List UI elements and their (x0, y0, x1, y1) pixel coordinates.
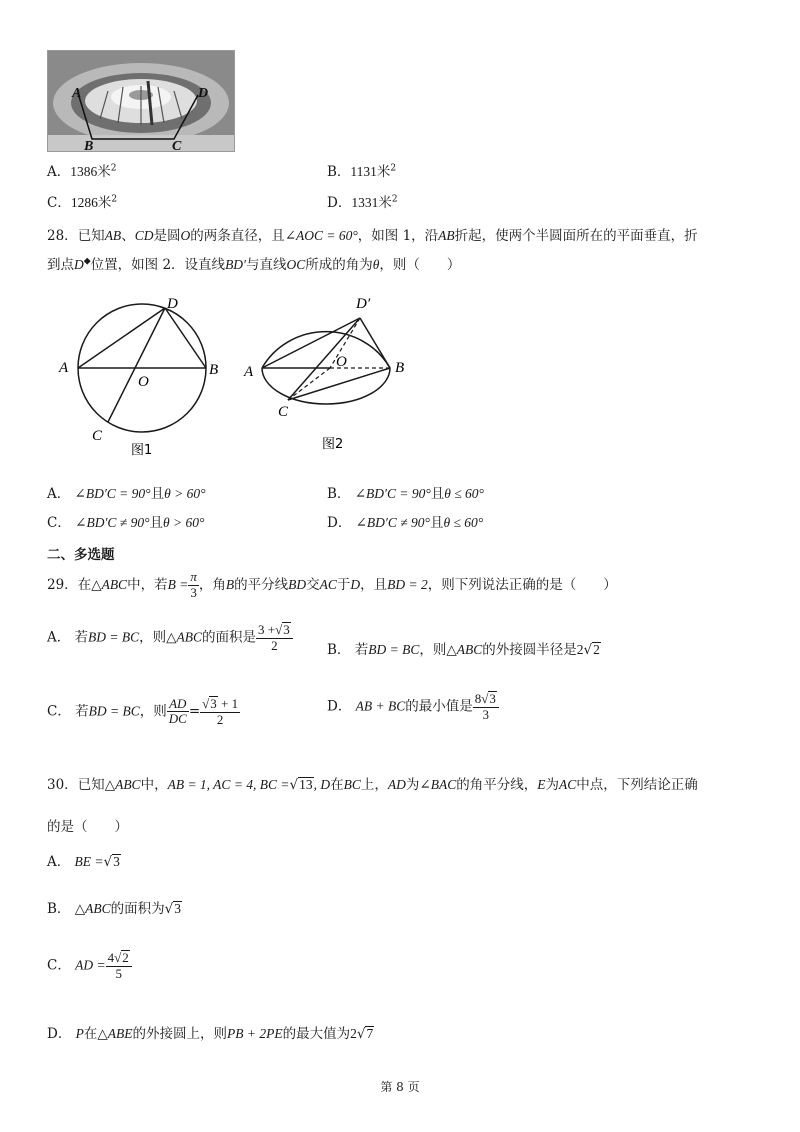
fig2-caption: 图2 (322, 437, 344, 452)
photo-label-d: D (198, 86, 209, 101)
figure-1 (55, 290, 225, 470)
fig1-chord-ad (78, 308, 165, 368)
q27-option-d[interactable]: D．1331米$^2$ (327, 194, 398, 211)
q28-stem-line1: 28．已知AB、CD是圆O的两条直径，且∠AOC = 60°，如图 1，沿AB折起，使两个半圆面所在的平面垂直，折 (47, 228, 698, 244)
q28-option-d[interactable]: D． ∠BD′C ≠ 90°且θ ≤ 60° (327, 515, 484, 531)
fig2-label-a: A (244, 364, 254, 380)
q27-option-b[interactable]: B．1131米$^2$ (327, 163, 397, 180)
fig1-caption: 图1 (131, 443, 153, 458)
page-number: 8 (396, 1080, 404, 1094)
photo-label-b: B (84, 139, 94, 151)
fig1-chord-db (165, 308, 206, 368)
fig2-label-c: C (278, 404, 289, 420)
photo-label-a: A (72, 86, 82, 101)
stadium-photo-drawing (48, 51, 234, 151)
figure-2 (240, 288, 420, 468)
q28-option-c[interactable]: C． ∠BD′C ≠ 90°且θ > 60° (47, 515, 205, 531)
fig2-line-dc (288, 318, 360, 400)
q30-stem-line1: 30．已知△ABC中，AB = 1, AC = 4, BC =√13, D在BC上，AD为∠BAC的角平分线，E为AC中点，下列结论正确 (47, 777, 698, 793)
q29-option-b[interactable]: B． 若BD = BC，则△ABC的外接圆半径是2√2 (327, 642, 600, 658)
q30-option-a[interactable]: A． BE =√3 (47, 854, 120, 870)
fig2-label-b: B (395, 360, 405, 376)
q29-option-c[interactable]: C． 若BD = BC，则 $\frac{AD}{DC}$ = $\frac{√3 + 1}{2}$ (47, 695, 239, 727)
q28-option-a[interactable]: A． ∠BD′C = 90°且θ > 60° (47, 486, 206, 502)
q30-stem-line2: 的是（ ） (47, 819, 128, 835)
q28-option-b[interactable]: B． ∠BD′C = 90°且θ ≤ 60° (327, 486, 484, 502)
fig1-label-b: B (209, 362, 219, 378)
q27-option-c[interactable]: C．1286米$^2$ (47, 194, 118, 211)
q29-stem: 29．在△ABC中，若B = $\frac{\pi}{3}$ ，角B的平分线BD交AC于D，且BD = 2，则下列说法正确的是（ ） (47, 569, 617, 600)
fig2-line-cb (288, 368, 390, 400)
stadium-photo (47, 50, 235, 152)
fig1-label-c: C (92, 428, 103, 444)
fig1-label-o: O (138, 374, 149, 390)
fig1-diameter-cd (108, 308, 165, 422)
section-multiple-choice-title: 二、多选题 (47, 547, 115, 563)
q27-option-a[interactable]: A．1386米$^2$ (47, 163, 117, 180)
photo-label-c: C (172, 139, 182, 151)
q30-option-b[interactable]: B． △ABC的面积为√3 (47, 901, 181, 917)
fig1-label-d: D (167, 296, 178, 312)
q29-option-d[interactable]: D． AB + BC的最小值是 $\frac{8√3}{3}$ (327, 691, 499, 723)
q30-option-c[interactable]: C． AD = $\frac{4√2}{5}$ (47, 950, 132, 982)
q30-option-d[interactable]: D． P在△ABE的外接圆上，则PB + 2PE的最大值为2√7 (47, 1026, 374, 1042)
q28-stem-line2: 到点D◆位置，如图 2．设直线BD′与直线OC所成的角为θ，则（ ） (47, 256, 461, 273)
fig1-label-a: A (59, 360, 69, 376)
q29-option-a[interactable]: A． 若BD = BC，则△ABC的面积是 $\frac{3 +√3}{2}$ (47, 622, 293, 654)
page-footer: 第 8 页 (380, 1080, 420, 1094)
fig2-label-d: D′ (356, 296, 371, 312)
fig2-label-o: O (336, 354, 347, 370)
